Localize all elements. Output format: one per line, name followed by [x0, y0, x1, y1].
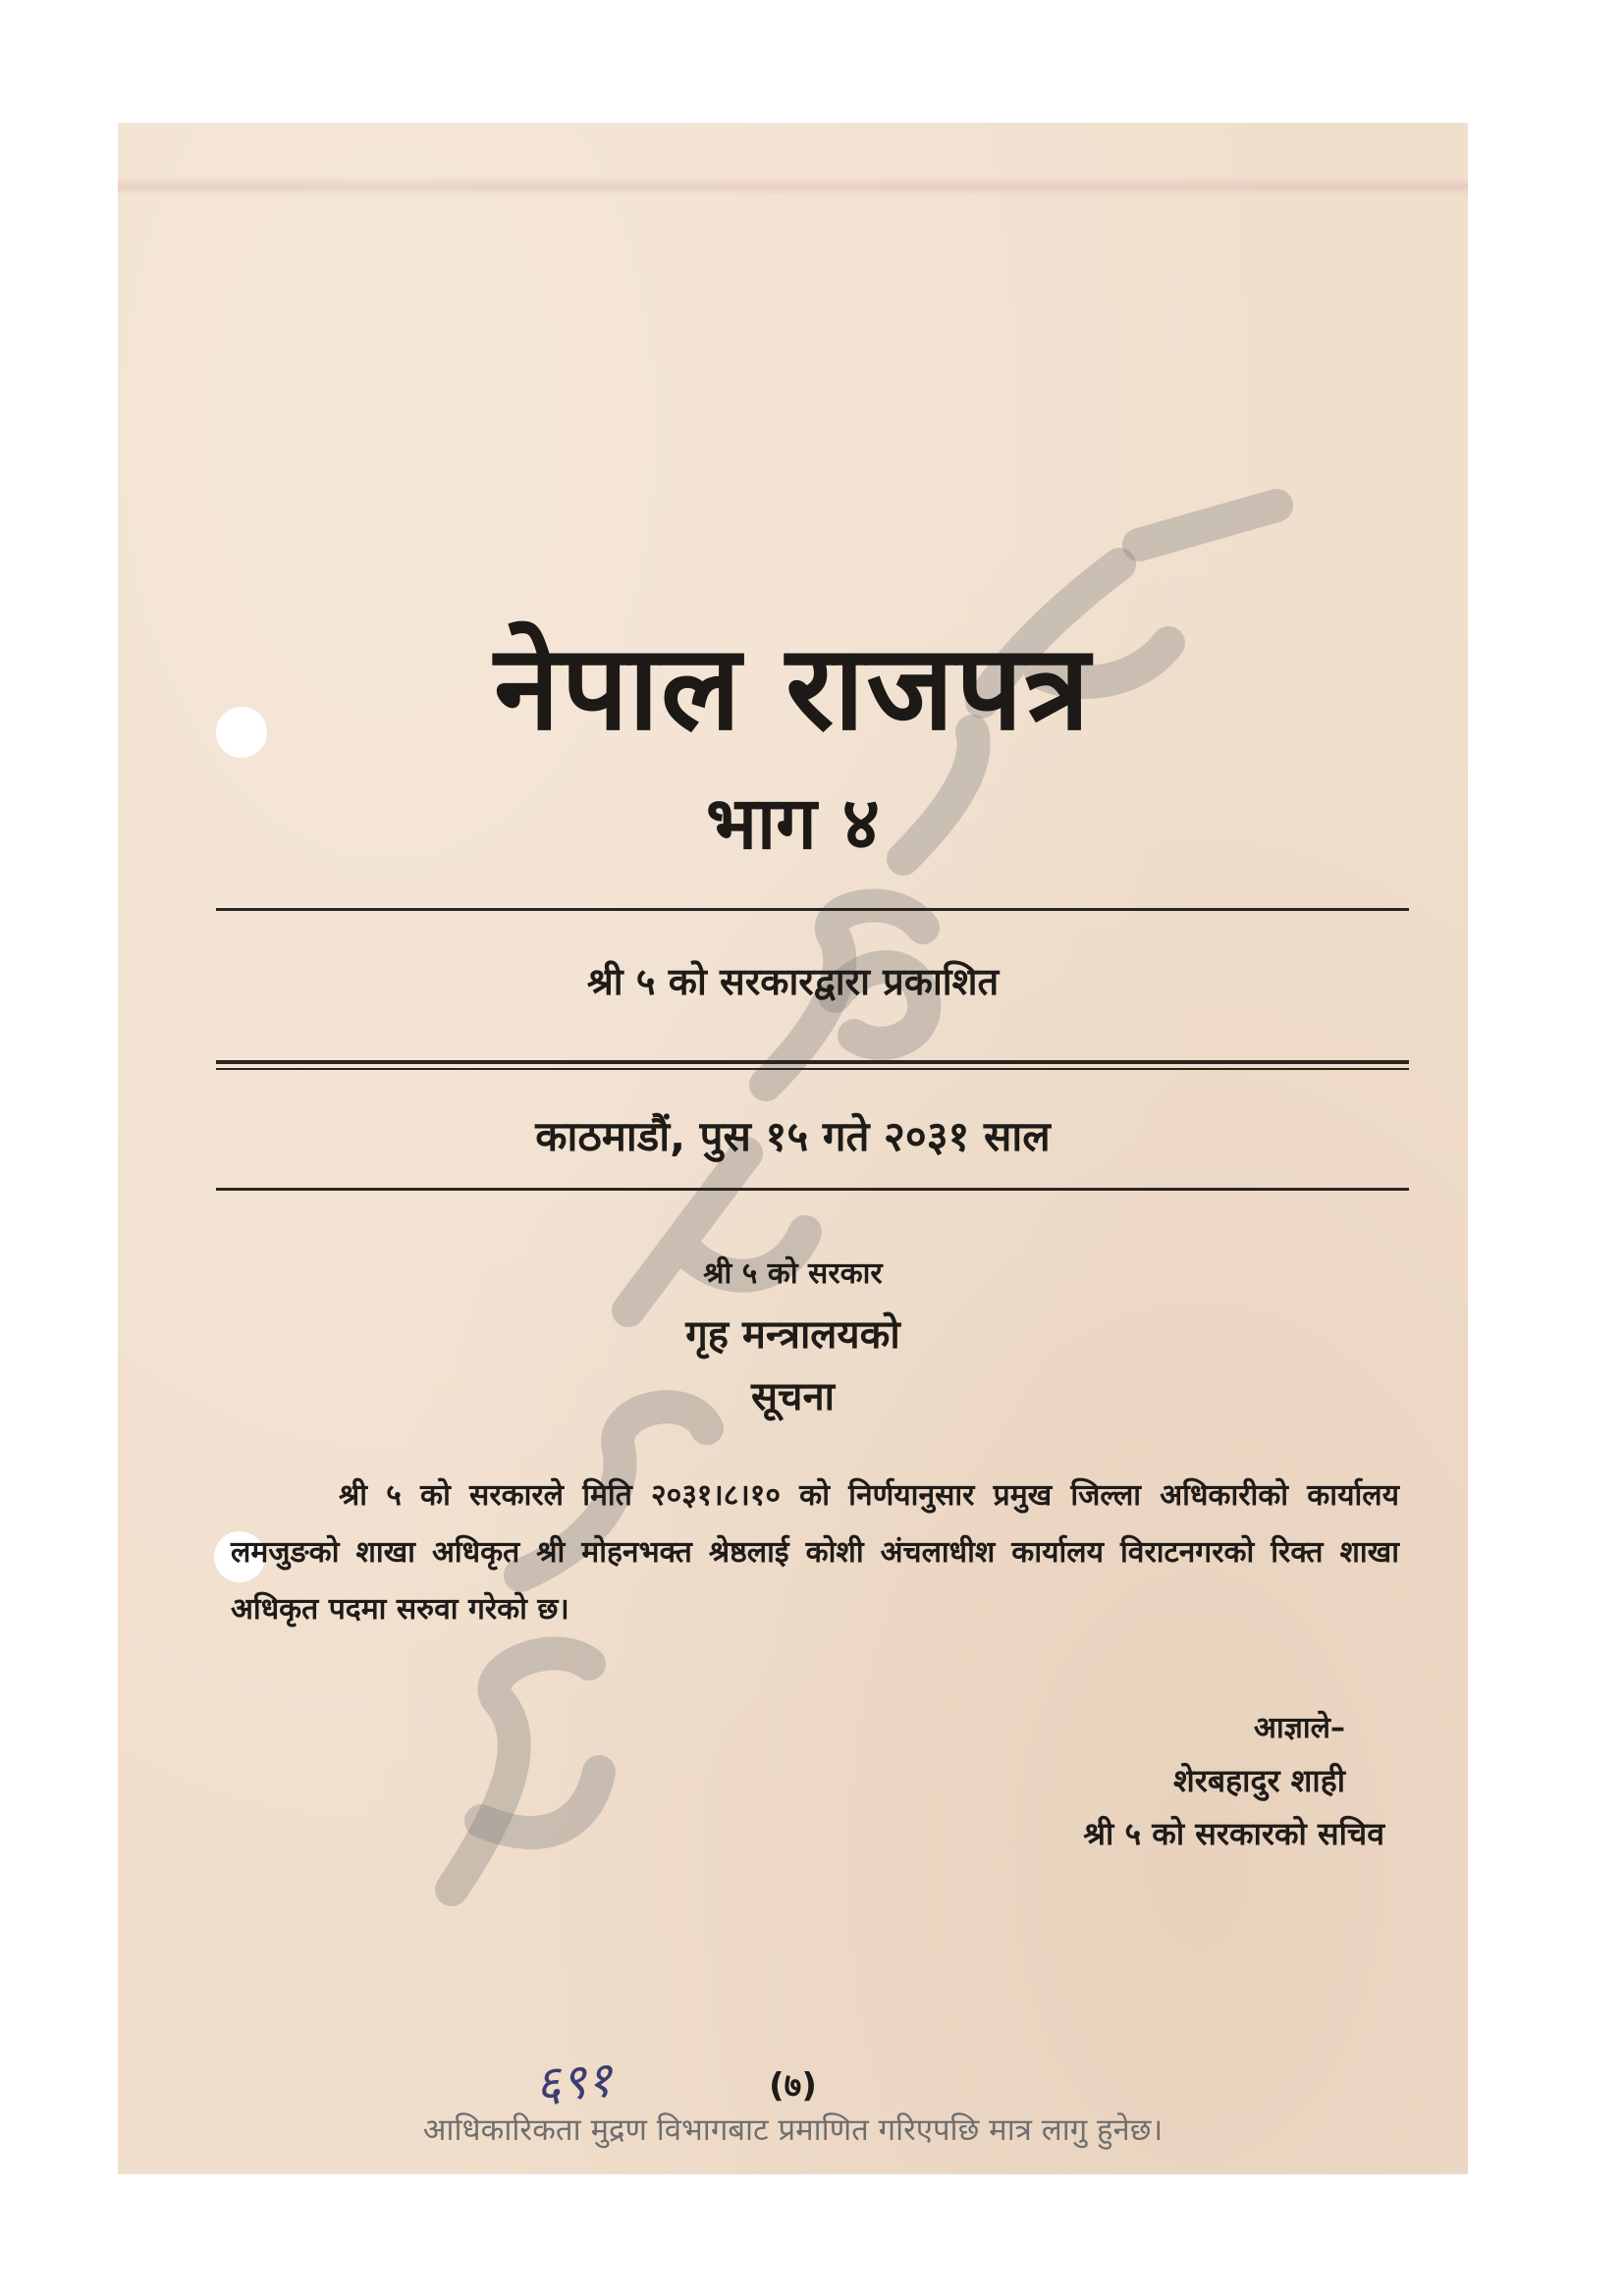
page-number: (७) — [769, 2066, 817, 2106]
divider — [216, 1188, 1409, 1191]
gazette-part: भाग ४ — [705, 781, 881, 866]
divider — [216, 1068, 1409, 1070]
gazette-page — [118, 123, 1468, 2174]
by-order-label: आज्ञाले– — [1254, 1711, 1345, 1745]
publisher-line: श्री ५ को सरकारद्वारा प्रकाशित — [586, 960, 1000, 1003]
signatory-name: शेरबहादुर शाही — [1173, 1762, 1345, 1799]
gazette-title: नेपाल राजपत्र — [494, 620, 1092, 757]
signatory-designation: श्री ५ को सरकारको सचिव — [1083, 1815, 1384, 1852]
dateline: काठमाडौं, पुस १५ गते २०३१ साल — [535, 1112, 1051, 1160]
handwritten-number: ६९१ — [533, 2051, 615, 2113]
authenticity-footer: आधिकारिकता मुद्रण विभागबाट प्रमाणित गरिएपछि मात्र लागु हुनेछ। — [422, 2112, 1164, 2148]
government-heading: श्री ५ को सरकार — [703, 1256, 883, 1291]
notice-heading: सूचना — [751, 1374, 835, 1419]
notice-body: श्री ५ को सरकारले मिति २०३१।८।१० को निर्णयानुसार प्रमुख जिल्ला अधिकारीको कार्यालय लमजुङको शाखा अधिकृत श्री मोहनभक्त श्रेष्ठलाई कोशी अंचलाधीश कार्यालय विराटनगरको रिक्त शाखा अधिकृत पदमा सरुवा गरेको छ। — [231, 1478, 1399, 1627]
divider — [216, 1060, 1409, 1064]
paper-stain — [118, 177, 1468, 196]
signature-block — [1083, 1703, 1384, 1860]
ministry-heading: गृह मन्त्रालयको — [685, 1312, 900, 1358]
divider — [216, 908, 1409, 911]
